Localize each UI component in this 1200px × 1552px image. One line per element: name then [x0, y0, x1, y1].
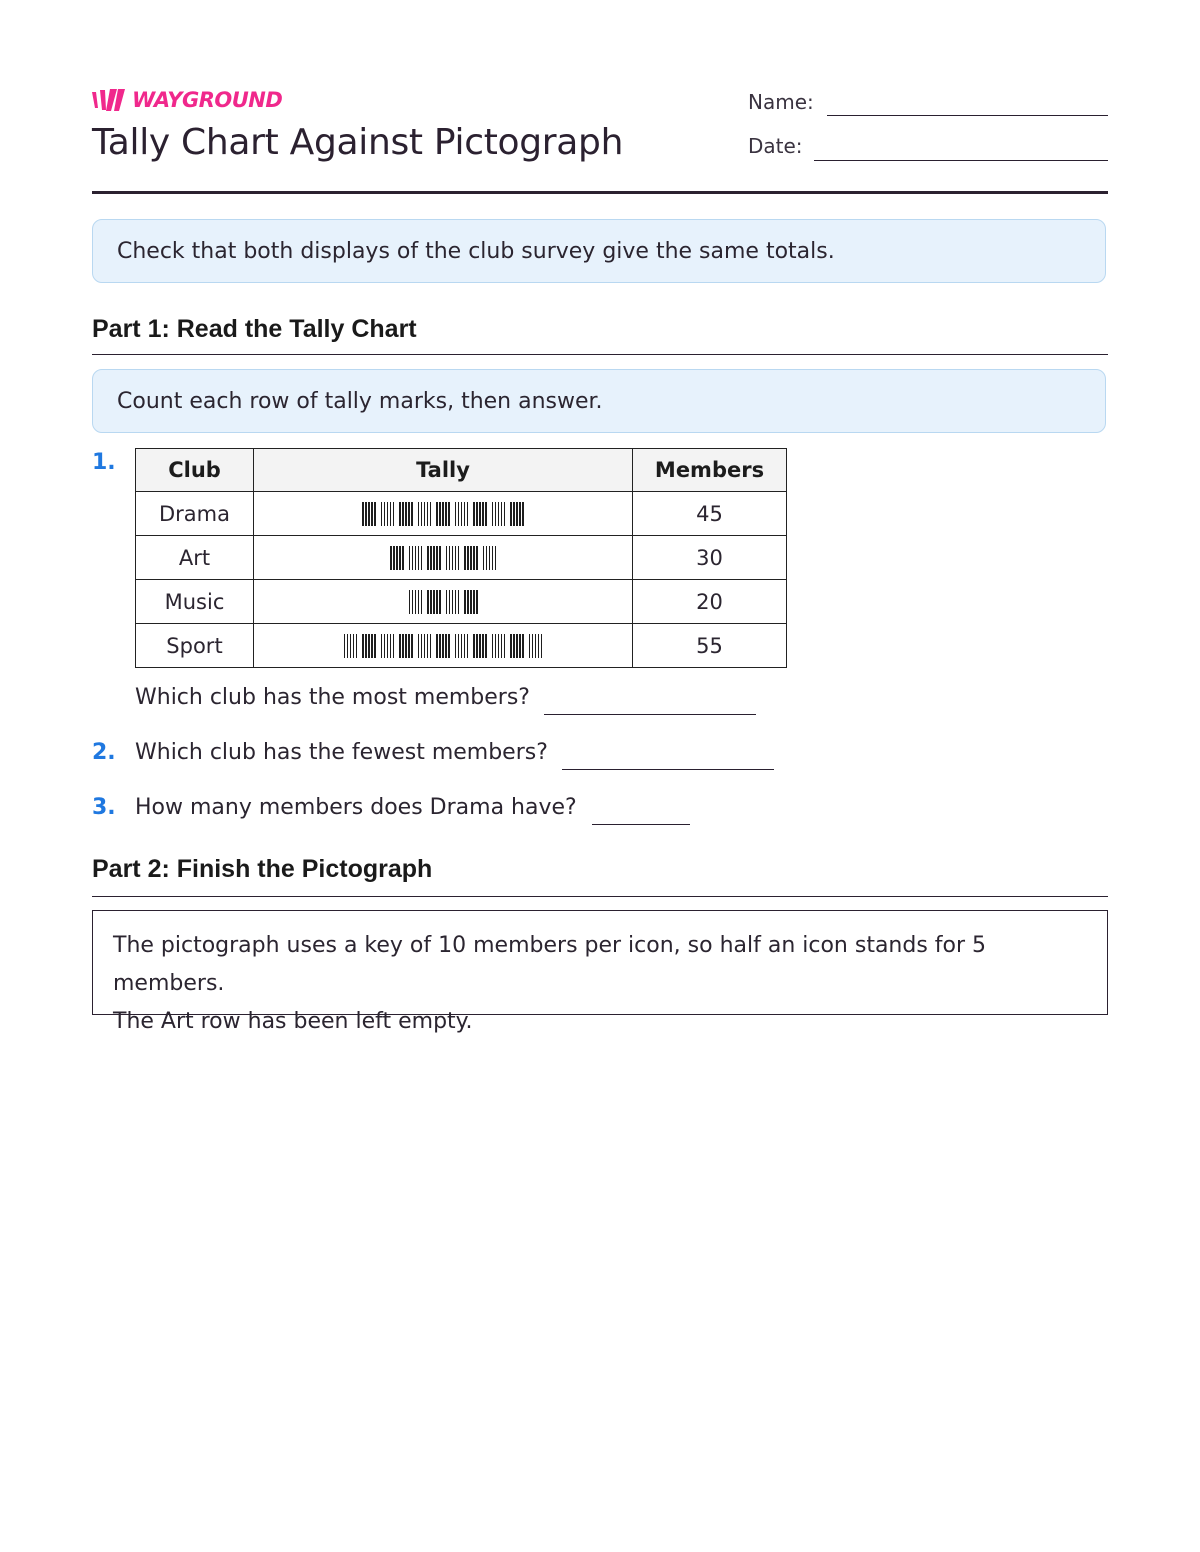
- tally-stroke: [458, 634, 460, 658]
- tally-stroke: [458, 590, 460, 614]
- tally-stroke: [430, 590, 432, 614]
- table-row: [136, 492, 787, 536]
- members-cell: 45: [633, 492, 787, 536]
- tally-stroke: [402, 502, 404, 526]
- tally-stroke: [427, 590, 429, 614]
- tally-stroke: [470, 546, 472, 570]
- club-cell: Music: [136, 580, 254, 624]
- tally-stroke: [353, 634, 355, 658]
- tally-stroke: [485, 634, 487, 658]
- tally-stroke: [399, 546, 401, 570]
- tally-stroke: [347, 634, 349, 658]
- tally-stroke: [439, 502, 441, 526]
- tally-stroke: [513, 502, 515, 526]
- tally-stroke: [402, 634, 404, 658]
- tally-stroke: [374, 634, 376, 658]
- tally-stroke: [399, 634, 401, 658]
- tally-stroke: [412, 590, 414, 614]
- tally-stroke: [455, 546, 457, 570]
- tally-cell: [254, 624, 633, 668]
- question-3-number: 3.: [92, 795, 116, 820]
- tally-stroke: [495, 634, 497, 658]
- tally-stroke: [368, 634, 370, 658]
- tally-stroke: [430, 634, 432, 658]
- tally-stroke: [439, 546, 441, 570]
- tally-stroke: [516, 634, 518, 658]
- tally-stroke: [409, 590, 411, 614]
- tally-stroke: [415, 546, 417, 570]
- tally-stroke: [442, 502, 444, 526]
- tally-marks: [409, 589, 478, 615]
- members-cell: 20: [633, 580, 787, 624]
- tally-stroke: [467, 590, 469, 614]
- tally-stroke: [476, 546, 478, 570]
- tally-stroke: [442, 634, 444, 658]
- tally-stroke: [516, 502, 518, 526]
- part1-instruction-text: Count each row of tally marks, then answer.: [117, 388, 603, 414]
- tally-marks: [344, 633, 543, 659]
- tally-stroke: [483, 546, 485, 570]
- tally-stroke: [396, 546, 398, 570]
- tally-stroke: [418, 502, 420, 526]
- tally-stroke: [473, 502, 475, 526]
- tally-cell: [254, 536, 633, 580]
- tally-group: [418, 634, 432, 658]
- answer-2-field[interactable]: [562, 769, 774, 770]
- tally-stroke: [436, 634, 438, 658]
- tally-stroke: [458, 546, 460, 570]
- tally-stroke: [408, 502, 410, 526]
- part1-title: Part 1: Read the Tally Chart: [92, 315, 417, 343]
- tally-stroke: [464, 634, 466, 658]
- tally-group: [399, 634, 413, 658]
- tally-stroke: [473, 634, 475, 658]
- tally-stroke: [424, 502, 426, 526]
- tally-stroke: [365, 634, 367, 658]
- tally-stroke: [455, 590, 457, 614]
- intro-instruction: [92, 219, 1106, 283]
- tally-stroke: [381, 634, 383, 658]
- tally-stroke: [476, 634, 478, 658]
- tally-stroke: [421, 634, 423, 658]
- header-club: Club: [136, 449, 254, 492]
- tally-stroke: [411, 502, 413, 526]
- tally-group: [483, 546, 497, 570]
- tally-stroke: [424, 634, 426, 658]
- tally-stroke: [344, 634, 346, 658]
- question-1-text: Which club has the most members?: [135, 685, 530, 710]
- part2-divider: [92, 896, 1108, 897]
- tally-stroke: [498, 634, 500, 658]
- tally-stroke: [448, 502, 450, 526]
- tally-stroke: [415, 590, 417, 614]
- answer-1-field[interactable]: [544, 714, 756, 715]
- question-2-number: 2.: [92, 740, 116, 765]
- part1-divider: [92, 354, 1108, 355]
- tally-group: [529, 634, 543, 658]
- table-row: [136, 580, 787, 624]
- tally-stroke: [476, 502, 478, 526]
- tally-stroke: [501, 634, 503, 658]
- tally-group: [390, 546, 404, 570]
- tally-stroke: [408, 634, 410, 658]
- tally-stroke: [446, 590, 448, 614]
- tally-stroke: [464, 590, 466, 614]
- tally-stroke: [445, 502, 447, 526]
- wayground-logo-icon: [92, 88, 126, 112]
- tally-group: [446, 546, 460, 570]
- tally-stroke: [371, 502, 373, 526]
- tally-group: [455, 634, 469, 658]
- tally-stroke: [541, 634, 543, 658]
- tally-stroke: [519, 502, 521, 526]
- tally-stroke: [405, 634, 407, 658]
- tally-group: [492, 634, 506, 658]
- name-label: Name:: [748, 90, 814, 114]
- tally-stroke: [513, 634, 515, 658]
- tally-stroke: [522, 634, 524, 658]
- tally-stroke: [492, 546, 494, 570]
- tally-stroke: [439, 590, 441, 614]
- tally-stroke: [384, 634, 386, 658]
- question-2-text: Which club has the fewest members?: [135, 740, 548, 765]
- tally-stroke: [390, 502, 392, 526]
- tally-group: [473, 502, 487, 526]
- tally-stroke: [356, 634, 358, 658]
- tally-group: [436, 634, 450, 658]
- tally-stroke: [504, 502, 506, 526]
- tally-stroke: [495, 546, 497, 570]
- tally-stroke: [485, 502, 487, 526]
- table-header-row: [136, 449, 787, 492]
- table-row: [136, 536, 787, 580]
- tally-group: [362, 634, 376, 658]
- tally-group: [464, 546, 478, 570]
- club-cell: Art: [136, 536, 254, 580]
- tally-cell: [254, 492, 633, 536]
- tally-group: [418, 502, 432, 526]
- tally-stroke: [498, 502, 500, 526]
- tally-stroke: [362, 502, 364, 526]
- club-cell: Drama: [136, 492, 254, 536]
- tally-stroke: [365, 502, 367, 526]
- tally-group: [409, 590, 423, 614]
- tally-group: [510, 634, 524, 658]
- tally-group: [455, 502, 469, 526]
- tally-stroke: [473, 546, 475, 570]
- tally-marks: [362, 501, 524, 527]
- tally-stroke: [449, 590, 451, 614]
- tally-stroke: [464, 502, 466, 526]
- tally-stroke: [390, 546, 392, 570]
- tally-group: [427, 546, 441, 570]
- pictograph-note: [92, 910, 1108, 1034]
- tally-stroke: [535, 634, 537, 658]
- tally-stroke: [381, 502, 383, 526]
- members-cell: 30: [633, 536, 787, 580]
- brand-name: WAYGROUND: [132, 88, 283, 112]
- note-line-2: The Art row has been left empty.: [113, 1009, 473, 1034]
- tally-stroke: [489, 546, 491, 570]
- part1-instruction: [92, 369, 1106, 433]
- tally-stroke: [458, 502, 460, 526]
- tally-stroke: [387, 502, 389, 526]
- tally-stroke: [467, 546, 469, 570]
- tally-table: [135, 448, 787, 668]
- tally-group: [436, 502, 450, 526]
- tally-stroke: [510, 634, 512, 658]
- tally-stroke: [411, 634, 413, 658]
- tally-stroke: [393, 546, 395, 570]
- tally-stroke: [473, 590, 475, 614]
- tally-group: [427, 590, 441, 614]
- tally-stroke: [522, 502, 524, 526]
- tally-stroke: [427, 546, 429, 570]
- tally-stroke: [384, 502, 386, 526]
- tally-stroke: [538, 634, 540, 658]
- tally-cell: [254, 580, 633, 624]
- tally-stroke: [405, 502, 407, 526]
- question-1-number: 1.: [92, 450, 116, 475]
- tally-group: [446, 590, 460, 614]
- tally-stroke: [371, 634, 373, 658]
- tally-stroke: [393, 634, 395, 658]
- tally-stroke: [532, 634, 534, 658]
- tally-stroke: [418, 590, 420, 614]
- tally-stroke: [455, 634, 457, 658]
- tally-stroke: [436, 590, 438, 614]
- tally-stroke: [467, 502, 469, 526]
- tally-stroke: [461, 634, 463, 658]
- tally-stroke: [390, 634, 392, 658]
- tally-stroke: [421, 546, 423, 570]
- tally-stroke: [479, 634, 481, 658]
- header-divider: [92, 191, 1108, 194]
- tally-group: [464, 590, 478, 614]
- tally-stroke: [439, 634, 441, 658]
- tally-stroke: [501, 502, 503, 526]
- tally-stroke: [433, 590, 435, 614]
- tally-group: [399, 502, 413, 526]
- tally-stroke: [470, 590, 472, 614]
- tally-stroke: [418, 546, 420, 570]
- tally-stroke: [421, 590, 423, 614]
- tally-stroke: [387, 634, 389, 658]
- tally-stroke: [467, 634, 469, 658]
- question-3-text: How many members does Drama have?: [135, 795, 577, 820]
- tally-stroke: [510, 502, 512, 526]
- tally-stroke: [350, 634, 352, 658]
- tally-stroke: [476, 590, 478, 614]
- header-tally: Tally: [254, 449, 633, 492]
- tally-stroke: [464, 546, 466, 570]
- tally-stroke: [430, 502, 432, 526]
- tally-stroke: [486, 546, 488, 570]
- tally-stroke: [482, 634, 484, 658]
- tally-group: [344, 634, 358, 658]
- tally-stroke: [492, 502, 494, 526]
- part2-title: Part 2: Finish the Pictograph: [92, 855, 433, 883]
- answer-3-field[interactable]: [592, 824, 690, 825]
- tally-marks: [390, 545, 496, 571]
- tally-stroke: [427, 502, 429, 526]
- club-cell: Sport: [136, 624, 254, 668]
- tally-stroke: [374, 502, 376, 526]
- tally-stroke: [402, 546, 404, 570]
- date-label: Date:: [748, 134, 803, 158]
- tally-stroke: [399, 502, 401, 526]
- tally-stroke: [445, 634, 447, 658]
- tally-stroke: [436, 546, 438, 570]
- tally-stroke: [495, 502, 497, 526]
- tally-stroke: [368, 502, 370, 526]
- note-line-1: The pictograph uses a key of 10 members per icon, so half an icon stands for 5 members.: [113, 933, 987, 996]
- tally-stroke: [427, 634, 429, 658]
- tally-stroke: [449, 546, 451, 570]
- tally-stroke: [362, 634, 364, 658]
- tally-stroke: [479, 502, 481, 526]
- page-title: Tally Chart Against Pictograph: [92, 122, 624, 163]
- tally-stroke: [461, 502, 463, 526]
- tally-stroke: [418, 634, 420, 658]
- table-row: [136, 624, 787, 668]
- tally-stroke: [492, 634, 494, 658]
- tally-stroke: [409, 546, 411, 570]
- intro-text: Check that both displays of the club survey give the same totals.: [117, 238, 835, 264]
- tally-stroke: [446, 546, 448, 570]
- tally-stroke: [504, 634, 506, 658]
- tally-stroke: [455, 502, 457, 526]
- tally-group: [381, 502, 395, 526]
- header-members: Members: [633, 449, 787, 492]
- tally-group: [409, 546, 423, 570]
- name-field[interactable]: [827, 115, 1108, 116]
- tally-stroke: [519, 634, 521, 658]
- date-field[interactable]: [814, 160, 1108, 161]
- tally-stroke: [448, 634, 450, 658]
- tally-stroke: [436, 502, 438, 526]
- brand-logo: [92, 86, 282, 114]
- tally-group: [381, 634, 395, 658]
- tally-group: [492, 502, 506, 526]
- tally-stroke: [430, 546, 432, 570]
- tally-stroke: [421, 502, 423, 526]
- tally-stroke: [452, 546, 454, 570]
- tally-group: [473, 634, 487, 658]
- tally-stroke: [482, 502, 484, 526]
- tally-stroke: [393, 502, 395, 526]
- members-cell: 55: [633, 624, 787, 668]
- tally-stroke: [412, 546, 414, 570]
- tally-stroke: [433, 546, 435, 570]
- tally-group: [362, 502, 376, 526]
- tally-group: [510, 502, 524, 526]
- tally-stroke: [452, 590, 454, 614]
- tally-stroke: [529, 634, 531, 658]
